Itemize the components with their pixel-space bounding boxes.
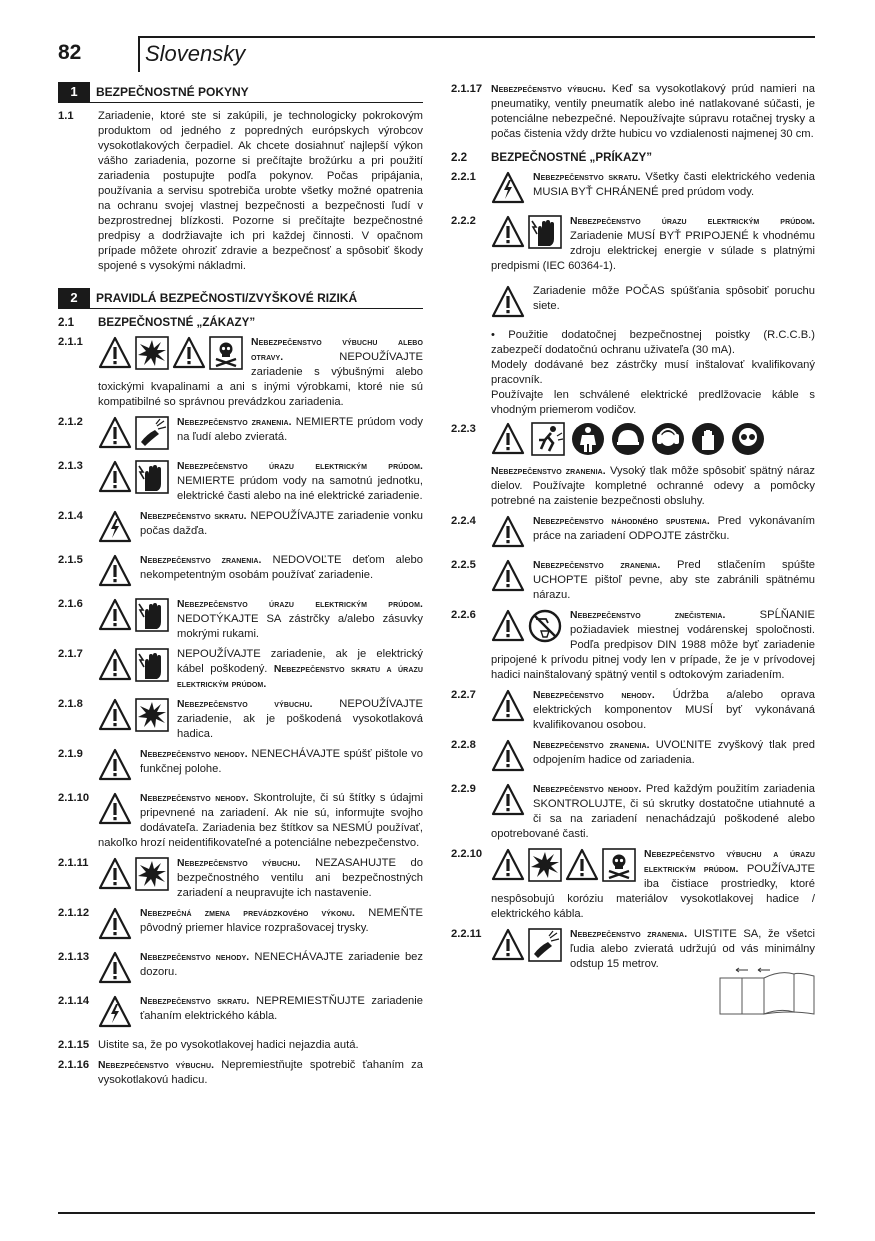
note-text: Zariadenie môže POČAS spúšťania spôsobiť poruchu siete. xyxy=(533,285,815,312)
item-2-1-3 xyxy=(58,459,423,504)
item-body xyxy=(98,459,423,504)
icon-group xyxy=(98,416,169,452)
item-body xyxy=(491,464,815,509)
item-text: NEZASAHUJTE do bezpečnostného ventilu ani bezpečnostných zariadení a neupravujte ich nastavenie. xyxy=(177,857,423,899)
item-number: 1.1 xyxy=(58,110,74,122)
hazard-label: Nebezpečenstvo skratu. xyxy=(140,996,250,1007)
item-text: Skontrolujte, či sú štítky s údajmi pripevnené na zariadení. Ak nie sú, informujte svojho dodávateľa. Zariadenia bez štítkov sa NESMÚ používať, nakoľko hrozí neidentifikovateľné a potenciálne nebezpečenstvo. xyxy=(98,792,423,849)
icon-group xyxy=(491,422,815,456)
item-2-1-15 xyxy=(58,1038,423,1053)
warning-triangle-icon xyxy=(98,460,132,494)
item-text: NEMIERTE prúdom vody na samotnú jednotku, elektrické časti alebo na iné elektrické zariadenie. xyxy=(177,475,423,502)
hazard-label: Nebezpečenstvo znečistenia. xyxy=(570,610,726,621)
hazard-label: Nebezpečenstvo zranenia. xyxy=(177,417,292,428)
warning-triangle-icon xyxy=(172,336,206,370)
item-body xyxy=(98,747,423,786)
icon-group xyxy=(98,748,132,784)
item-2-2-4 xyxy=(451,514,815,553)
electric-hand-icon xyxy=(135,460,169,494)
item-text: NEMEŇTE pôvodný priemer hlavice rozprašovacej trysky. xyxy=(140,907,423,934)
hazard-label: Nebezpečenstvo nehody. xyxy=(140,793,249,804)
warning-triangle-icon xyxy=(98,698,132,732)
header-divider xyxy=(138,36,140,72)
item-body xyxy=(98,791,423,851)
item-body xyxy=(491,738,815,777)
icon-group xyxy=(98,792,132,828)
hazard-label: Nebezpečenstvo nehody. xyxy=(533,784,642,795)
warning-triangle-icon xyxy=(491,928,525,962)
icon-group xyxy=(98,598,169,634)
warning-triangle-icon xyxy=(491,739,525,773)
item-2-1-7 xyxy=(58,647,423,692)
hazard-label: Nebezpečenstvo skratu. xyxy=(533,172,641,183)
hazard-label: Nebezpečenstvo úrazu elektrickým prúdom. xyxy=(177,599,423,610)
subsection-2-1-heading xyxy=(58,315,423,331)
item-text: Pred stlačením spúšte UCHOPTE pištoľ pevne, aby ste zabránili spätnému nárazu. xyxy=(533,559,815,601)
no-drinking-water-icon xyxy=(528,609,562,643)
explosion-icon xyxy=(135,698,169,732)
item-2-1-17 xyxy=(451,82,815,142)
hazard-label: Nebezpečenstvo skratu. xyxy=(140,511,247,522)
item-body xyxy=(491,558,815,603)
warning-triangle-icon xyxy=(98,416,132,450)
icon-group xyxy=(491,783,525,819)
item-text: UVOĽNITE zvyškový tlak pred odpojením hadice od zariadenia. xyxy=(533,739,815,766)
warning-triangle-icon xyxy=(98,857,132,891)
ear-protection-icon xyxy=(651,422,685,456)
skull-icon xyxy=(602,848,636,882)
item-2-1-4 xyxy=(58,509,423,548)
section-1-heading xyxy=(58,82,423,103)
item-number: 2.1.17 xyxy=(451,83,483,95)
icon-group xyxy=(491,215,562,251)
item-number: 2.2.9 xyxy=(451,783,476,795)
icon-group xyxy=(491,515,525,551)
icon-group xyxy=(98,995,132,1031)
item-body xyxy=(491,214,815,274)
electric-hand-icon xyxy=(528,215,562,249)
item-number: 2.2.2 xyxy=(451,215,476,227)
startup-note xyxy=(451,284,815,323)
warning-triangle-icon xyxy=(491,515,525,549)
rcd-line: • Použitie dodatočnej bezpečnostnej poistky (R.C.C.B.) zabezpečí dodatočnú ochranu uživateľa (30 mA). xyxy=(491,329,815,356)
item-2-1-2 xyxy=(58,415,423,454)
icon-group xyxy=(98,336,243,372)
subsection-title: BEZPEČNOSTNÉ „PRÍKAZY” xyxy=(491,151,653,164)
item-number: 2.2.4 xyxy=(451,515,476,527)
skull-icon xyxy=(209,336,243,370)
helmet-icon xyxy=(611,422,645,456)
spray-on-person-icon xyxy=(135,416,169,450)
item-2-1-12 xyxy=(58,906,423,945)
warning-triangle-icon xyxy=(98,748,132,782)
rcd-line: Modely dodávané bez zástrčky musí inštalovať kvalifikovaný pracovník. xyxy=(491,359,815,386)
hazard-label: Nebezpečenstvo výbuchu. xyxy=(491,84,606,95)
lightning-icon xyxy=(491,171,525,205)
icon-group xyxy=(491,848,636,884)
item-2-1-14 xyxy=(58,994,423,1033)
item-number: 2.1.15 xyxy=(58,1039,90,1051)
warning-triangle-icon xyxy=(491,689,525,723)
section-number: 1 xyxy=(58,82,90,102)
item-number: 2.1.9 xyxy=(58,748,83,760)
header-rule xyxy=(138,36,815,38)
subsection-title: BEZPEČNOSTNÉ „ZÁKAZY” xyxy=(98,316,256,329)
warning-triangle-icon xyxy=(98,648,132,682)
hazard-label: Nebezpečenstvo úrazu elektrickým prúdom. xyxy=(177,461,423,472)
hazard-label: Nebezpečenstvo nehody. xyxy=(140,952,250,963)
hazard-label: Nebezpečenstvo zranenia. xyxy=(491,466,606,477)
item-2-1-8 xyxy=(58,697,423,742)
subsection-number: 2.1 xyxy=(58,316,75,329)
icon-group xyxy=(98,857,169,893)
icon-group xyxy=(491,285,525,321)
item-body xyxy=(491,82,815,142)
hazard-label: Nebezpečenstvo nehody. xyxy=(140,749,248,760)
warning-triangle-icon xyxy=(98,907,132,941)
item-body xyxy=(491,847,815,922)
section-title: BEZPEČNOSTNÉ POKYNY xyxy=(96,85,249,99)
item-number: 2.2.6 xyxy=(451,609,476,621)
warning-triangle-icon xyxy=(491,559,525,593)
item-text: NEPOUŽÍVAJTE zariadenie s výbušnými alebo toxickými kvapalinami a ani s inými výrobkami, ktoré nie sú kompatibilné so správnou prevádzkou zariadenia. xyxy=(98,351,423,408)
item-text: Pred každým použitím zariadenia SKONTROLUJTE, či sú skrutky dostatočne utiahnuté a či sa na zariadení nenachádzajú poškodené alebo opotrebované časti. xyxy=(491,783,815,840)
icon-group xyxy=(98,951,132,987)
icon-group xyxy=(98,554,132,590)
explosion-icon xyxy=(135,857,169,891)
item-number: 2.1.3 xyxy=(58,460,83,472)
hazard-label: Nebezpečenstvo výbuchu alebo otravy. xyxy=(251,337,423,363)
item-2-2-5 xyxy=(451,558,815,603)
section-2-heading xyxy=(58,288,423,309)
item-body xyxy=(98,553,423,592)
hazard-label: Nebezpečenstvo skratu a úrazu elektrickým prúdom. xyxy=(177,664,424,690)
hazard-label: Nebezpečenstvo nehody. xyxy=(533,690,655,701)
item-body xyxy=(98,950,423,989)
warning-triangle-icon xyxy=(491,609,525,643)
item-number: 2.2.10 xyxy=(451,848,483,860)
icon-group xyxy=(491,928,562,964)
item-number: 2.1.13 xyxy=(58,951,90,963)
subsection-number: 2.2 xyxy=(451,151,468,164)
item-text: SPĹŇANIE požiadaviek miestnej vodárenskej spoločnosti. Podľa predpisov DIN 1988 môže byť zariadenie pripojené k prívodu pitnej vody len v prípade, že je v prívodovej hadici nainštalovaný spätný ventil s odtokovým zariadením. xyxy=(491,609,815,681)
item-number: 2.1.5 xyxy=(58,554,83,566)
item-body xyxy=(98,415,423,454)
explosion-icon xyxy=(528,848,562,882)
item-body xyxy=(491,782,815,842)
explosion-icon xyxy=(135,336,169,370)
item-2-1-6 xyxy=(58,597,423,642)
item-text: NEPOUŽÍVAJTE zariadenie, ak je poškodená vysokotlaková hadica. xyxy=(177,698,423,740)
language-title: Slovensky xyxy=(145,41,246,66)
item-number: 2.1.10 xyxy=(58,792,90,804)
item-body xyxy=(491,688,815,733)
warning-triangle-icon xyxy=(98,951,132,985)
item-body xyxy=(98,647,423,692)
item-body xyxy=(98,509,423,548)
icon-group xyxy=(491,739,525,775)
item-text: Zariadenie, ktoré ste si zakúpili, je technologicky pokrokovým produktom od jedného z popredných európskych výrobcov vysokotlakových čerpadiel. Ak chcete dosiahnuť najlepší výkon vášho zariadenia, pozorne si prečítajte brožúrku a pri použití zariadenia postupujte podľa pokynov. Počas pripájania, používania a servisu spotrebiča urobte všetky možné opatrenia na ochranu svojej vlastnej bezpečnosti a bezpečnosti ľudí v bezprostrednej blízkosti. Pozorne si prečítajte bezpečnostné predpisy a dodržiavajte ich pri každej činnosti. V opačnom prípade môžete ohroziť zdravie a bezpečnosť a spôsobiť škody spojené s vysokými nákladmi. xyxy=(98,110,423,272)
item-body xyxy=(491,170,815,209)
item-text: Zariadenie MUSÍ BYŤ PRIPOJENÉ k vhodnému zdroju elektrickej energie v súlade s platnými predpismi (IEC 60364-1). xyxy=(491,230,815,272)
item-number: 2.2.11 xyxy=(451,928,482,940)
icon-group xyxy=(491,559,525,595)
item-number: 2.1.11 xyxy=(58,857,89,869)
left-column xyxy=(58,82,423,1093)
item-2-2-2 xyxy=(451,214,815,274)
warning-triangle-icon xyxy=(98,792,132,826)
electric-hand-icon xyxy=(135,648,169,682)
item-number: 2.1.1 xyxy=(58,336,83,348)
item-2-2-3-icons xyxy=(451,422,815,462)
icon-group xyxy=(98,510,132,546)
item-2-2-7 xyxy=(451,688,815,733)
item-2-2-9 xyxy=(451,782,815,842)
icon-group xyxy=(98,460,169,496)
item-2-1-11 xyxy=(58,856,423,901)
rcd-notes xyxy=(491,328,815,418)
rcd-line: Používajte len schválené elektrické predlžovacie káble s vhodným priemerom vodičov. xyxy=(491,389,815,416)
item-body xyxy=(98,335,423,410)
item-text: Vysoký tlak môže spôsobiť spätný náraz dielov. Používajte kompletné ochranné odevy a pomôcky potrebné na zaistenie bezpečnosti obsluhy. xyxy=(491,465,815,507)
hazard-label: Nebezpečenstvo zranenia. xyxy=(533,740,650,751)
item-body xyxy=(98,906,423,945)
item-number: 2.1.8 xyxy=(58,698,83,710)
item-1-1 xyxy=(58,109,423,274)
item-number: 2.1.7 xyxy=(58,648,83,660)
page-number: 82 xyxy=(58,41,82,64)
electric-hand-icon xyxy=(135,598,169,632)
warning-triangle-icon xyxy=(491,422,525,456)
right-column xyxy=(451,82,815,977)
lightning-icon xyxy=(98,995,132,1029)
hazard-label: Nebezpečenstvo úrazu elektrickým prúdom. xyxy=(570,216,815,227)
spray-on-person-icon xyxy=(528,928,562,962)
icon-group xyxy=(491,609,562,645)
lightning-icon xyxy=(98,510,132,544)
item-text: NEPREMIESTŇUJTE zariadenie ťahaním elektrického kábla. xyxy=(140,995,423,1022)
hand-spray-icon xyxy=(531,422,565,456)
footer-rule xyxy=(58,1212,815,1214)
item-2-1-16 xyxy=(58,1058,423,1088)
section-number: 2 xyxy=(58,288,90,308)
warning-triangle-icon xyxy=(491,285,525,319)
item-text: UISTITE SA, že všetci ľudia alebo zvieratá udržujú od vás minimálny odstup 15 metrov. xyxy=(570,928,815,970)
item-number: 2.1.14 xyxy=(58,995,90,1007)
hazard-label: Nebezpečenstvo náhodného spustenia. xyxy=(533,516,710,527)
item-number: 2.2.7 xyxy=(451,689,476,701)
item-2-1-1 xyxy=(58,335,423,410)
item-2-1-13 xyxy=(58,950,423,989)
item-body xyxy=(491,608,815,683)
item-body xyxy=(98,697,423,742)
item-body xyxy=(98,597,423,642)
item-number: 2.1.16 xyxy=(58,1059,90,1071)
section-title: PRAVIDLÁ BEZPEČNOSTI/ZVYŠKOVÉ RIZIKÁ xyxy=(96,291,358,305)
item-2-1-9 xyxy=(58,747,423,786)
icon-group xyxy=(98,648,169,684)
item-text: POUŽÍVAJTE iba čistiace prostriedky, ktoré nespôsobujú koróziu materiálov vysokotlakovej hadice / elektrického kábla. xyxy=(491,863,815,920)
goggles-icon xyxy=(731,422,765,456)
item-number: 2.2.5 xyxy=(451,559,476,571)
gloves-icon xyxy=(691,422,725,456)
item-2-2-8 xyxy=(451,738,815,777)
hazard-label: Nebezpečenstvo výbuchu. xyxy=(177,858,301,869)
item-number: 2.2.1 xyxy=(451,171,476,183)
item-number: 2.1.2 xyxy=(58,416,83,428)
hazard-label: Nebezpečenstvo zranenia. xyxy=(140,555,262,566)
item-text: Údržba a/alebo oprava elektrických komponentov MUSÍ byť vykonávaná kvalifikovanou osobou. xyxy=(533,689,815,731)
item-number: 2.2.8 xyxy=(451,739,476,751)
item-text: NEPOUŽÍVAJTE zariadenie, ak je elektrický kábel poškodený. xyxy=(177,648,423,675)
hazard-label: Nebezpečenstvo zranenia. xyxy=(570,929,688,940)
item-number: 2.2.3 xyxy=(451,423,476,435)
item-text: NENECHÁVAJTE zariadenie bez dozoru. xyxy=(140,951,424,978)
item-text: NEDOVOĽTE deťom alebo nekompetentným osobám používať zariadenie. xyxy=(140,554,423,581)
item-body xyxy=(491,284,815,323)
warning-triangle-icon xyxy=(98,554,132,588)
warning-triangle-icon xyxy=(98,336,132,370)
item-body xyxy=(98,1058,423,1088)
item-2-2-3 xyxy=(451,464,815,509)
item-2-1-5 xyxy=(58,553,423,592)
icon-group xyxy=(491,689,525,725)
item-body xyxy=(98,994,423,1033)
hazard-label: Nebezpečenstvo výbuchu. xyxy=(177,699,313,710)
item-body xyxy=(491,514,815,553)
warning-triangle-icon xyxy=(98,598,132,632)
item-2-2-10 xyxy=(451,847,815,922)
warning-triangle-icon xyxy=(491,215,525,249)
item-text: NENECHÁVAJTE spúšť pištole vo funkčnej polohe. xyxy=(140,748,423,775)
item-text: Uistite sa, že po vysokotlakovej hadici nejazdia autá. xyxy=(98,1039,359,1051)
subsection-2-2-heading xyxy=(451,150,815,166)
item-2-2-1 xyxy=(451,170,815,209)
hazard-label: Nebezpečenstvo zranenia. xyxy=(533,560,661,571)
icon-group xyxy=(98,907,132,943)
protective-clothing-icon xyxy=(571,422,605,456)
warning-triangle-icon xyxy=(565,848,599,882)
warning-triangle-icon xyxy=(491,783,525,817)
item-text: Nepremiestňujte spotrebič ťahaním za vysokotlakovú hadicu. xyxy=(98,1059,423,1086)
item-text: Všetky časti elektrického vedenia MUSIA BYŤ CHRÁNENÉ pred prúdom vody. xyxy=(533,171,815,198)
item-number: 2.1.12 xyxy=(58,907,90,919)
item-body xyxy=(98,856,423,901)
icon-group xyxy=(491,171,525,207)
item-number: 2.1.6 xyxy=(58,598,83,610)
warning-triangle-icon xyxy=(491,848,525,882)
item-text: Pred vykonávaním práce na zariadení ODPOJTE zástrčku. xyxy=(533,515,815,542)
item-2-1-10 xyxy=(58,791,423,851)
item-number: 2.1.4 xyxy=(58,510,83,522)
hazard-label: Nebezpečenstvo výbuchu. xyxy=(98,1060,215,1071)
icon-group xyxy=(98,698,169,734)
item-2-2-6 xyxy=(451,608,815,683)
hazard-label: Nebezpečenstvo výbuchu a úrazu elektrickým prúdom. xyxy=(644,849,815,875)
item-text: NEMIERTE prúdom vody na ľudí alebo zvieratá. xyxy=(177,416,423,443)
read-manual-icon xyxy=(718,966,816,1016)
item-text: Keď sa vysokotlakový prúd namieri na pneumatiky, ventily pneumatík alebo iné natlakované súčasti, je potenciálne nebezpečné. Nepoužívajte súpravu rotačnej trysky a počas čistenia vždy držte hubicu vo vzdialenosti najmenej 30 cm. xyxy=(491,83,815,140)
item-text: NEPOUŽÍVAJTE zariadenie vonku počas dažďa. xyxy=(140,510,424,537)
item-text: NEDOTÝKAJTE SA zástrčky a/alebo zásuvky mokrými rukami. xyxy=(177,613,423,640)
hazard-label: Nebezpečná zmena prevádzkového výkonu. xyxy=(140,908,356,919)
